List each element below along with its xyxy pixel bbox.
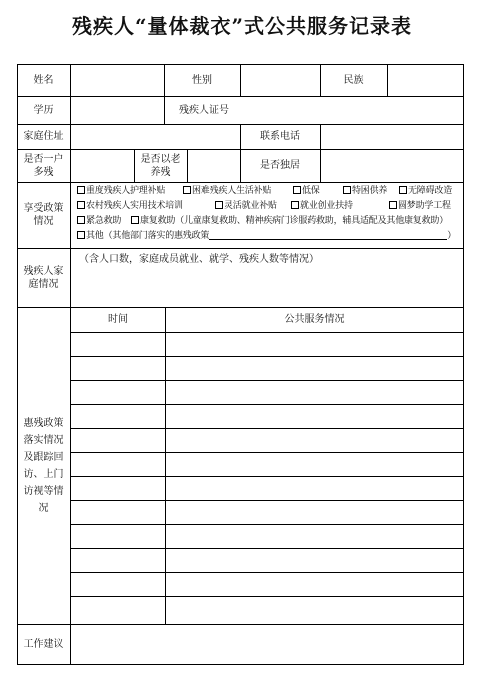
checkbox-icon[interactable] — [215, 201, 223, 209]
multi-disability-label-line2: 多残 — [33, 166, 54, 178]
checkbox-icon[interactable] — [291, 201, 299, 209]
service-label-line1: 惠残政策 — [23, 417, 64, 429]
policy-option[interactable]: 困难残疾人生活补贴 — [183, 184, 271, 198]
policy-option[interactable]: 圆梦助学工程 — [389, 199, 451, 213]
policy-row-3 — [77, 214, 461, 228]
address-label: 家庭住址 — [23, 131, 64, 142]
education-label: 学历 — [33, 104, 54, 116]
other-policy-blank[interactable] — [209, 230, 447, 240]
policy-option[interactable]: 农村残疾人实用技术培训 — [77, 199, 183, 213]
elderly-support-label-line1: 是否以老 — [140, 153, 181, 165]
checkbox-icon[interactable] — [77, 201, 85, 209]
service-label-line2: 落实情况 — [23, 434, 64, 446]
policy-option[interactable]: 就业创业扶持 — [291, 199, 353, 213]
education-field[interactable] — [71, 96, 164, 124]
suggestion-label: 工作建议 — [23, 638, 64, 650]
elderly-support-field[interactable] — [188, 149, 240, 182]
row-divider — [17, 182, 463, 183]
row-divider — [17, 248, 463, 249]
phone-field[interactable] — [321, 124, 463, 149]
row-divider — [70, 596, 463, 597]
service-label-line6: 况 — [38, 502, 49, 514]
phone-label: 联系电话 — [260, 131, 300, 142]
policy-row-1 — [77, 184, 461, 198]
policy-label-line2: 情况 — [33, 216, 54, 227]
checkbox-icon[interactable] — [77, 231, 85, 239]
page-title: 残疾人“量体裁衣”式公共服务记录表 — [71, 14, 412, 38]
policy-label-line1: 享受政策 — [23, 203, 64, 214]
row-divider — [70, 452, 463, 453]
multi-disability-label-line1: 是否一户 — [23, 153, 64, 165]
name-field[interactable] — [71, 64, 164, 96]
disability-cert-field[interactable] — [245, 96, 463, 124]
address-field[interactable] — [71, 124, 240, 149]
service-label-line5: 访视等情 — [23, 485, 64, 497]
family-label-line1: 残疾人家 — [23, 265, 64, 277]
ethnicity-label: 民族 — [343, 74, 364, 86]
family-label-line2: 庭情况 — [28, 278, 59, 290]
row-divider — [70, 572, 463, 573]
gender-label: 性别 — [192, 74, 212, 86]
checkbox-icon[interactable] — [389, 201, 397, 209]
row-divider — [70, 476, 463, 477]
record-table — [17, 64, 464, 665]
checkbox-icon[interactable] — [399, 186, 407, 194]
policy-option-other[interactable]: 其他（其他部门落实的惠残政策 ） — [77, 229, 456, 243]
row-divider — [70, 524, 463, 525]
name-label: 姓名 — [33, 74, 54, 86]
service-label-line3: 及跟踪回 — [23, 451, 64, 463]
policy-option[interactable]: 康复救助（儿童康复救助、精神疾病门诊服药救助，辅具适配及其他康复救助） — [131, 214, 448, 228]
checkbox-icon[interactable] — [183, 186, 191, 194]
policy-label — [17, 182, 70, 248]
elderly-support-label-line2: 养残 — [150, 166, 171, 178]
policy-option[interactable]: 重度残疾人护理补贴 — [77, 184, 165, 198]
checkbox-icon[interactable] — [343, 186, 351, 194]
checkbox-icon[interactable] — [131, 216, 139, 224]
live-alone-label: 是否独居 — [260, 160, 300, 171]
policy-option[interactable]: 紧急救助 — [77, 214, 121, 228]
disability-cert-label: 残疾人证号 — [179, 104, 229, 116]
checkbox-icon[interactable] — [77, 216, 85, 224]
checkbox-icon[interactable] — [293, 186, 301, 194]
elderly-support-label — [134, 149, 187, 182]
policy-option[interactable]: 低保 — [293, 184, 320, 198]
policy-row-4 — [77, 229, 461, 243]
ethnicity-field[interactable] — [388, 64, 463, 96]
checkbox-icon[interactable] — [77, 186, 85, 194]
col-divider — [165, 307, 166, 624]
suggestion-field[interactable] — [71, 624, 463, 664]
family-field[interactable] — [71, 264, 463, 307]
policy-row-2 — [77, 199, 461, 213]
row-divider — [70, 332, 463, 333]
row-divider — [70, 548, 463, 549]
row-divider — [70, 380, 463, 381]
multi-disability-label — [17, 149, 70, 182]
time-column-header: 时间 — [108, 314, 128, 325]
service-column-header: 公共服务情况 — [284, 314, 345, 325]
row-divider — [70, 356, 463, 357]
row-divider — [70, 500, 463, 501]
multi-disability-field[interactable] — [71, 149, 134, 182]
service-label — [17, 307, 70, 624]
policy-option[interactable]: 灵活就业补贴 — [215, 199, 277, 213]
live-alone-field[interactable] — [321, 149, 463, 182]
service-label-line4: 访、上门 — [23, 468, 64, 480]
row-divider — [70, 428, 463, 429]
family-label — [17, 248, 70, 307]
gender-field[interactable] — [241, 64, 320, 96]
policy-option[interactable]: 无障碍改造 — [399, 184, 452, 198]
row-divider — [70, 404, 463, 405]
policy-option[interactable]: 特困供养 — [343, 184, 387, 198]
family-note: （含人口数，家庭成员就业、就学、残疾人数等情况） — [79, 254, 319, 265]
